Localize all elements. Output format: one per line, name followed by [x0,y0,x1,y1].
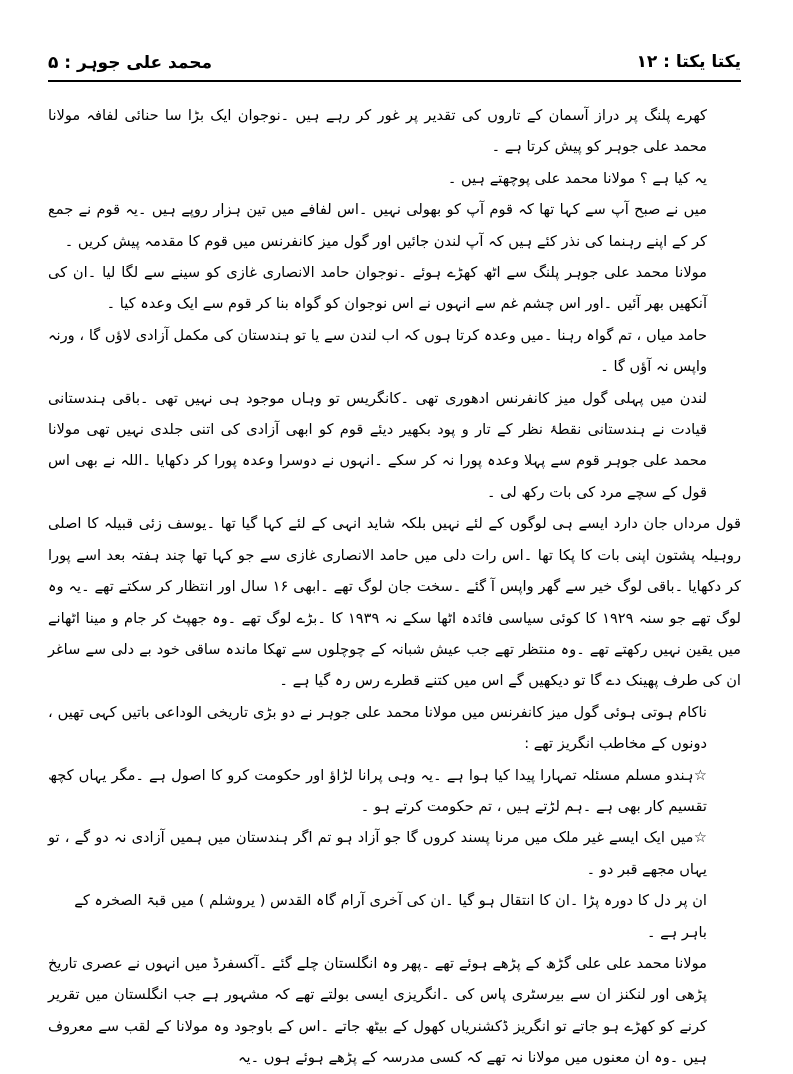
paragraph: ان پر دل کا دورہ پڑا ۔ان کا انتقال ہو گیا ۔ان کی آخری آرام گاہ القدس ( یروشلم ) میں قبۃ الصخرہ کے باہر ہے ۔ [74,892,707,941]
paragraph: ناکام ہوتی ہوئی گول میز کانفرنس میں مولانا محمد علی جوہر نے دو بڑی تاریخی الوداعی باتیں کہی تھیں ، دونوں کے مخاطب انگریز تھے : [48,703,707,753]
header-book-page: یکتا یکتا : ۱۲ [636,52,741,72]
quote-paragraph: ☆ہندو مسلم مسئلہ تمہارا پیدا کیا ہوا ہے ۔یہ وہی پرانا لڑاؤ اور حکومت کرو کا اصول ہے ۔مگر یہاں کچھ تقسیم کار بھی ہے ۔ہم لڑتے ہیں ، تم حکومت کرتے ہو ۔ [48,766,707,815]
paragraph: کھرے پلنگ پر دراز آسمان کے تاروں کی تقدیر پر غور کر رہے ہیں ۔نوجوان ایک بڑا سا حنائی لفافہ مولانا محمد علی جوہر کو پیش کرتا ہے ۔ [48,107,707,156]
quote-paragraph: ☆میں ایک ایسے غیر ملک میں مرنا پسند کروں گا جو آزاد ہو تم اگر ہندستان میں ہمیں آزادی نہ دو گے ، تو یہاں مجھے قبر دو ۔ [48,829,707,878]
body-text [48,100,741,1074]
paragraph: حامد میاں ، تم گواہ رہنا ۔میں وعدہ کرتا ہوں کہ اب لندن سے یا تو ہندستان کی مکمل آزادی لاؤں گا ، ورنہ واپس نہ آؤں گا ۔ [48,326,707,376]
paragraph: میں نے صبح آپ سے کہا تھا کہ قوم آپ کو بھولی نہیں ۔اس لفافے میں تین ہزار روپے ہیں ۔یہ قوم نے جمع کر کے اپنے رہنما کی نذر کئے ہیں کہ آپ لندن جائیں اور گول میز کانفرنس میں قوم کا مقدمہ پیش کریں ۔ [48,201,707,250]
page-header [48,46,741,78]
header-author-page: محمد علی جوہر : ۵ [48,52,213,73]
paragraph: لندن میں پہلی گول میز کانفرنس ادھوری تھی ۔کانگریس تو وہاں موجود ہی نہیں تھی ۔باقی ہندستانی قیادت نے ہندستانی نقطۂ نظر کے تار و پود بکھیر دیئے قوم کو ابھی آزادی کی اتنی جلدی نہیں تھی مولانا محمد علی جوہر قوم سے پہلا وعدہ پورا نہ کر سکے ۔انہوں نے دوسرا وعدہ پورا کر دکھایا ۔اللہ نے بھی اس قول کے سچے مرد کی بات رکھ لی ۔ [48,389,707,501]
paragraph: قول مرداں جان دارد ایسے ہی لوگوں کے لئے نہیں بلکہ شاید انہی کے لئے کہا گیا تھا ۔یوسف زئی قبیلہ کا اصلی روہیلہ پشتون اپنی بات کا پکا تھا ۔اس رات دلی میں حامد الانصاری غازی سے جو کہا تھا چند ہفتہ بعد اسے پورا کر دکھایا ۔باقی لوگ خیر سے گھر واپس آ گئے ۔سخت جان لوگ تھے ۔ابھی ۱۶ سال اور انتظار کر سکتے تھے ۔یہ وہ لوگ تھے جو سنہ ۱۹۲۹ کا کوئی سیاسی فائدہ اٹھا سکے نہ ۱۹۳۹ کا ۔بڑے لوگ تھے ۔وہ جھپٹ کر جام و مینا اٹھانے میں یقین نہیں رکھتے تھے ۔وہ منتظر تھے جب عیش شبانہ کے چوچلوں سے تھکا ماندہ ساقی خود بے دلی سے ساغر ان کی طرف پھینک دے گا تو دیکھیں گے اس میں کتنے قطرے رس رہ گیا ہے ۔ [48,515,742,690]
paragraph: یہ کیا ہے ؟ مولانا محمد علی پوچھتے ہیں ۔ [447,169,707,187]
paragraph: مولانا محمد علی جوہر پلنگ سے اٹھ کھڑے ہوئے ۔نوجوان حامد الانصاری غازی کو سینے سے لگا لیا ۔ان کی آنکھیں بھر آئیں ۔اور اس چشم غم سے انہوں نے اس نوجوان کو گواہ بنا کر قوم سے ایک وعدہ کیا ۔ [48,264,707,313]
header-rule [48,80,741,82]
paragraph: مولانا محمد علی علی گڑھ کے پڑھے ہوئے تھے ۔پھر وہ انگلستان چلے گئے ۔آکسفرڈ میں انہوں نے عصری تاریخ پڑھی اور لنکنز ان سے بیرسٹری پاس کی ۔انگریزی ایسی بولتے تھے کہ مشہور ہے جب انگلستان میں تقریر کرنے کو کھڑے ہو جاتے تو انگریز ڈکشنریاں کھول کے بیٹھ جاتے ۔اس کے باوجود وہ مولانا کے لقب سے معروف ہیں ۔وہ ان معنوں میں مولانا نہ تھے کہ کسی مدرسہ کے پڑھے ہوئے ہوں ۔یہ [48,954,707,1067]
